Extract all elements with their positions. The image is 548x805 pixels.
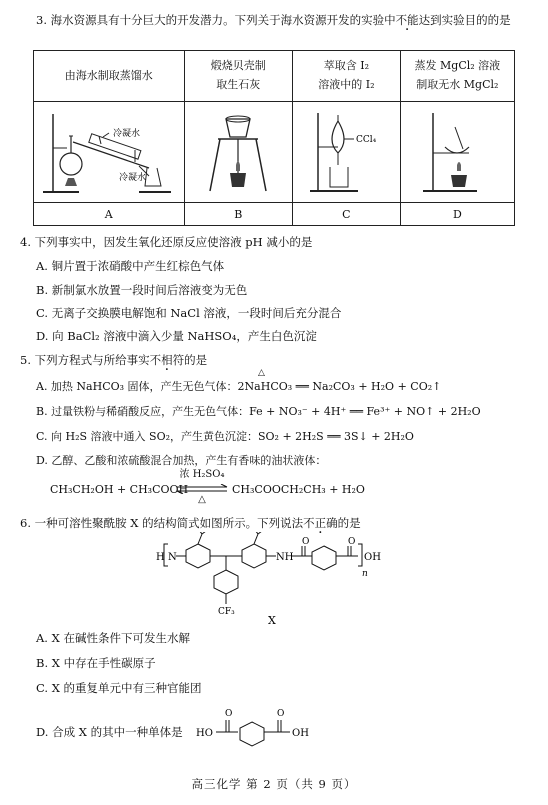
label-a: A: [34, 203, 185, 226]
q4-option-b: B. 新制氯水放置一段时间后溶液变为无色: [36, 283, 248, 297]
apparatus-table: [33, 50, 515, 226]
q5-eq-d-cond-top: 浓 H₂SO₄: [179, 469, 225, 480]
q6-emphasis: 不正确: [303, 516, 338, 530]
q6-option-c: C. X 的重复单元中有三种官能团: [36, 681, 202, 695]
q5-option-b: B. 过量铁粉与稀硝酸反应，产生无色气体：Fe + NO₃⁻ + 4H⁺ ══ Fe³⁺ + NO↑ + 2H₂O: [36, 405, 481, 418]
svg-text:O: O: [225, 709, 233, 719]
cold-water-label-bottom: 冷凝水: [118, 173, 146, 183]
col-b-title: 煅烧贝壳制 取生石灰: [184, 51, 293, 102]
svg-text:O: O: [277, 709, 285, 719]
label-d: D: [400, 203, 514, 226]
monomer-oh-label: OH: [292, 728, 309, 739]
col-a-title: 由海水制取蒸馏水: [34, 51, 185, 102]
q3-emphasis: 不能: [395, 13, 419, 27]
q5-emphasis: 不相符: [149, 353, 185, 367]
q6-option-d: D. 合成 X 的其中一种单体是: [36, 725, 183, 739]
q4-option-a: A. 铜片置于浓硝酸中产生红棕色气体: [36, 259, 225, 273]
q5-eq-d-cond-bottom: △: [198, 494, 206, 505]
col-d-title: 蒸发 MgCl₂ 溶液 制取无水 MgCl₂: [400, 51, 514, 102]
q5-option-a: A. 加热 NaHCO₃ 固体，产生无色气体：2NaHCO₃ ══ Na₂CO₃ + H₂O + CO₂↑: [36, 380, 442, 393]
q4-option-c: C. 无离子交换膜电解饱和 NaCl 溶液，一段时间后充分混合: [36, 306, 342, 320]
monomer-ho-label: HO: [196, 728, 213, 739]
q6-option-a: A. X 在碱性条件下可发生水解: [36, 631, 190, 645]
struct-x-label: X: [268, 614, 276, 627]
q5-stem: 5. 下列方程式与所给事实不相符的是: [20, 353, 208, 367]
q6-stem: 6. 一种可溶性聚酰胺 X 的结构简式如图所示。下列说法不正确的是: [20, 516, 361, 530]
evaporation-diagram: [417, 107, 497, 197]
reversible-arrow-icon: [175, 484, 229, 494]
label-c: C: [293, 203, 401, 226]
apparatus-a-distillation: [34, 102, 185, 203]
apparatus-c-extraction: [293, 102, 401, 203]
struct-nh-label: NH: [276, 552, 294, 563]
q5-eq-d-right: CH₃COOCH₂CH₃ + H₂O: [232, 483, 365, 496]
svg-text:N: N: [168, 552, 177, 563]
apparatus-b-calcination: [184, 102, 293, 203]
q5-option-c: C. 向 H₂S 溶液中通入 SO₂，产生黄色沉淀：SO₂ + 2H₂S ══ 3S↓ + 2H₂O: [36, 430, 414, 443]
struct-oh-label: OH: [364, 552, 381, 563]
struct-h-label: H: [156, 552, 165, 563]
svg-text:O: O: [348, 537, 356, 547]
col-c-title: 萃取含 I₂ 溶液中的 I₂: [293, 51, 401, 102]
crucible-diagram: [198, 107, 278, 197]
q4-stem: 4. 下列事实中，因发生氧化还原反应使溶液 pH 减小的是: [20, 235, 313, 249]
struct-cf3-label: CF₃: [218, 607, 235, 617]
polyamide-structure-diagram: [150, 532, 390, 630]
q5-option-d: D. 乙醇、乙酸和浓硫酸混合加热，产生有香味的油状液体：: [36, 454, 327, 467]
q4-option-d: D. 向 BaCl₂ 溶液中滴入少量 NaHSO₄，产生白色沉淀: [36, 329, 317, 343]
distillation-diagram: [39, 106, 179, 198]
apparatus-d-evaporation: [400, 102, 514, 203]
page-footer: 高三化学 第 2 页（共 9 页）: [191, 777, 357, 791]
svg-text:O: O: [302, 537, 310, 547]
struct-n-label: n: [362, 569, 368, 579]
label-b: B: [184, 203, 293, 226]
q5-eq-d-left: CH₃CH₂OH + CH₃COOH: [50, 483, 189, 496]
q3-stem: 3. 海水资源具有十分巨大的开发潜力。下列关于海水资源开发的实验中不能达到实验目的的是: [36, 13, 511, 27]
separatory-funnel-diagram: [306, 107, 386, 197]
ccl4-label: CCl₄: [356, 135, 377, 145]
cold-water-label-top: 冷凝水: [112, 129, 140, 139]
q5-heat-symbol: △: [258, 368, 265, 378]
q6-option-b: B. X 中存在手性碳原子: [36, 656, 156, 670]
monomer-structure-diagram: [196, 704, 332, 748]
